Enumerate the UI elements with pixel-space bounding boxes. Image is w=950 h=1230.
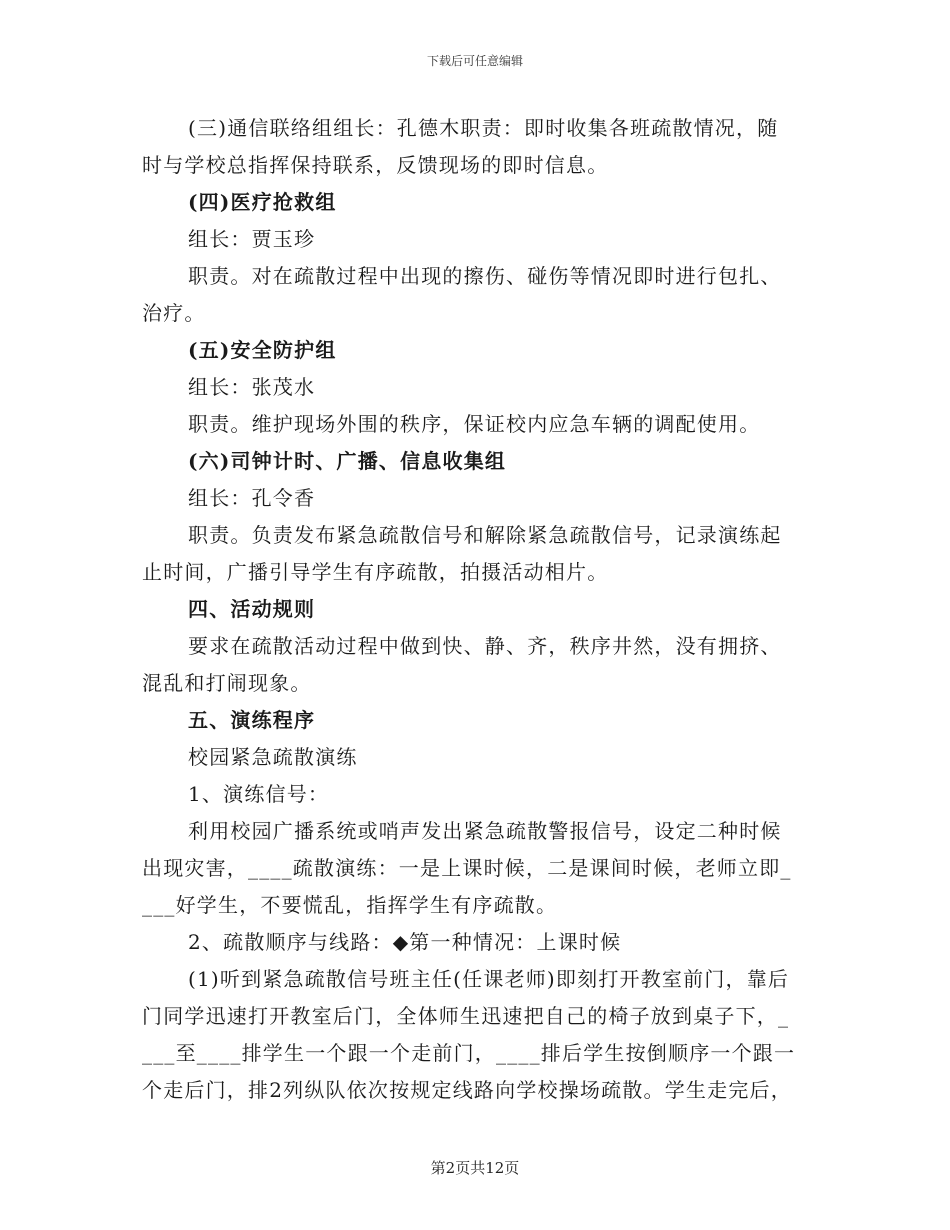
text-line: 混乱和打闹现象。 [142, 671, 312, 695]
text-line: 时与学校总指挥保持联系，反馈现场的即时信息。 [142, 153, 609, 177]
section-heading: 五、演练程序 [188, 708, 316, 732]
text-line: 组长：孔令香 [188, 486, 316, 510]
text-line: 职责。维护现场外围的秩序，保证校内应急车辆的调配使用。 [188, 412, 761, 436]
text-line: 治疗。 [142, 301, 206, 325]
text-line: 校园紧急疏散演练 [188, 745, 358, 769]
section-heading: (四)医疗抢救组 [188, 190, 337, 214]
text-line: 2、疏散顺序与线路：◆第一种情况：上课时候 [188, 930, 622, 954]
text-line: 组长：贾玉珍 [188, 227, 316, 251]
section-heading: 四、活动规则 [188, 597, 316, 621]
section-heading: (五)安全防护组 [188, 338, 337, 362]
text-line: 职责。对在疏散过程中出现的擦伤、碰伤等情况即时进行包扎、 [188, 264, 782, 288]
text-line: 出现灾害，____疏散演练：一是上课时候，二是课间时候，老师立即_ [142, 856, 792, 880]
text-line: ___好学生，不要慌乱，指挥学生有序疏散。 [142, 893, 558, 917]
text-line: ___至____排学生一个跟一个走前门，____排后学生按倒顺序一个跟一 [142, 1041, 796, 1065]
page-footer: 第2页共12页 [430, 1159, 520, 1177]
text-line: 止时间，广播引导学生有序疏散，拍摄活动相片。 [142, 560, 609, 584]
section-heading: (六)司钟计时、广播、信息收集组 [188, 449, 507, 473]
text-line: 个走后门，排2列纵队依次按规定线路向学校操场疏散。学生走完后， [142, 1078, 792, 1102]
page-header: 下载后可任意编辑 [426, 54, 523, 68]
text-line: 组长：张茂水 [188, 375, 316, 399]
text-line: (三)通信联络组组长：孔德木职责：即时收集各班疏散情况，随 [188, 116, 779, 140]
text-line: 要求在疏散活动过程中做到快、静、齐，秩序井然，没有拥挤、 [188, 634, 782, 658]
document-body [142, 110, 808, 1109]
text-line: (1)听到紧急疏散信号班主任(任课老师)即刻打开教室前门，靠后 [188, 967, 790, 991]
text-line: 门同学迅速打开教室后门，全体师生迅速把自己的椅子放到桌子下，_ [142, 1004, 790, 1028]
text-line: 利用校园广播系统或哨声发出紧急疏散警报信号，设定二种时候 [188, 819, 782, 843]
text-line: 职责。负责发布紧急疏散信号和解除紧急疏散信号，记录演练起 [188, 523, 782, 547]
text-line: 1、演练信号： [188, 782, 330, 806]
